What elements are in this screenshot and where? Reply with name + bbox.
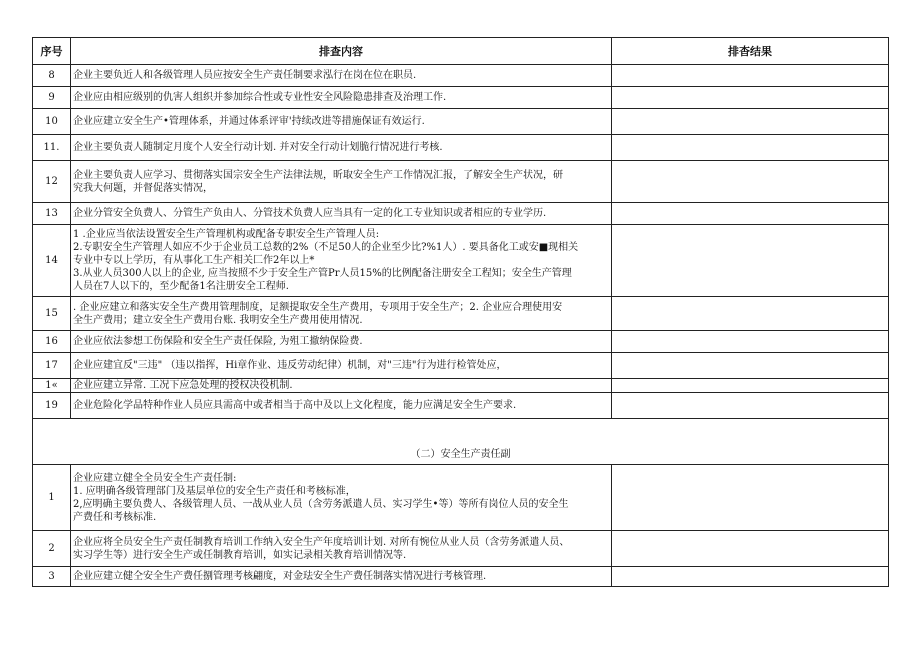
row-number: 1« [33,379,71,393]
row-content [71,531,612,567]
result-cell[interactable] [612,225,889,297]
row-content [71,567,612,587]
row-content [71,225,612,297]
table-row [33,161,889,203]
content-line: 产费任和考核标准. [73,511,157,523]
table-row [33,65,889,87]
result-cell[interactable] [612,297,889,331]
content-line: . 企业应建立和落实安全生产费用管理制度，足额提取安全生产费用，专项用于安全生产；2. 企业应合理使用安 [73,301,563,313]
row-content [71,393,612,419]
table-row [33,353,889,379]
header-number: 序号 [33,38,71,65]
table-row [33,109,889,135]
content-line: 企业应建立安全生产•管理体系，并通过体系评审'持续改进等措施保证有效运行. [73,116,425,127]
result-cell[interactable] [612,65,889,87]
content-line: 1. 应明确各级管理部门及基层单位的安全生产责任和考核标准， [73,485,356,497]
content-line: 企业应依法参想工伤保险和安全生产责任保险, 为殂工撤纳保险费. [73,336,363,347]
table-row [33,379,889,393]
table-row [33,331,889,353]
result-cell[interactable] [612,567,889,587]
row-content [71,379,612,393]
row-number: 1 [33,465,71,531]
row-content [71,353,612,379]
row-content [71,465,612,531]
result-cell[interactable] [612,531,889,567]
table-row [33,135,889,161]
result-cell[interactable] [612,161,889,203]
result-cell[interactable] [612,393,889,419]
row-number: 13 [33,203,71,225]
table-row [33,225,889,297]
table-row [33,297,889,331]
content-line: 企业应建立健仝安全生产费任捌管理考核翩度，对金珐安全生产费任制落实情况进行考核管理. [73,571,487,582]
content-line: 实习学生等）进行安全生产或任制教育培训，如实记录相关教育培训情况等. [73,549,407,561]
row-number: 3 [33,567,71,587]
content-line: 2,应明确主要负费人、各级管理人员、一战从业人员（含劳务派遣人员、实习学生•等）等所有岗位人员的安全生 [73,498,569,510]
row-number: 8 [33,65,71,87]
row-number: 12 [33,161,71,203]
result-cell[interactable] [612,135,889,161]
row-number: 11. [33,135,71,161]
content-line: 究我大何题，并督促落实情况， [73,182,213,194]
content-line: 全生产费用；建立安全生产费用台账. 我明安全生产费用使用情况. [73,314,363,326]
row-number: 9 [33,87,71,109]
result-cell[interactable] [612,353,889,379]
section-title: （二）安全生产责任副 [33,419,889,465]
row-content [71,135,612,161]
content-line: 人员在7人以下的，至少配备1名注册安全工程师. [73,281,289,292]
result-cell[interactable] [612,379,889,393]
header-content: 排查内容 [71,38,612,65]
header-result: 排杳结果 [612,38,889,65]
table-row [33,203,889,225]
result-cell[interactable] [612,87,889,109]
table-row [33,531,889,567]
section-row [33,419,889,465]
result-cell[interactable] [612,331,889,353]
header-row [33,38,889,65]
inspection-table [32,37,889,587]
content-line: 企业主要负近人和各级管理人员应按安全生产责任制要求泓行在岗在位在职员. [73,70,417,81]
row-number: 2 [33,531,71,567]
row-number: 19 [33,393,71,419]
content-line: 企业应建宜反"三违" （违以指挥，Hi章作业、违反劳动纪律）机制，对"三违"行为进行检管处应， [73,360,507,371]
row-content [71,203,612,225]
content-line: 专业中专以上学历，有从事化工生产相关匚作2年以上* [73,255,315,266]
result-cell[interactable] [612,465,889,531]
row-content [71,331,612,353]
content-line: 企业主要负责人应学习、贯彻落实国宗安全生产法律法规，昕取安全生产工作情况汇报，了解安全生产状况，研 [73,169,563,181]
result-cell[interactable] [612,203,889,225]
table-row [33,87,889,109]
content-line: 3.从业人员300人以上的企业, 应当按照不少于安全生产管Pr人员15%的比例配备注册安全工程知；安全生产管理 [73,268,572,279]
row-number: 15 [33,297,71,331]
row-content [71,161,612,203]
result-cell[interactable] [612,109,889,135]
content-line: 企业应建立健全全员安全生产责任制: [73,472,237,484]
content-line: 2.专职安全生产管理人如应不少于企业员工总数的2%（不足50人的企业至少比?%1人）. 要具备化工或安■现相关 [73,242,579,253]
row-number: 16 [33,331,71,353]
row-content [71,87,612,109]
row-content [71,65,612,87]
row-number: 10 [33,109,71,135]
content-line: 企业分管安全负费人、分管生产负由人、分管技术负费人应当具有一定的化工专业知识或者相应的专业学历. [73,208,547,219]
content-line: 企业危险化学品特种作业人员应具需高中或者相当于高中及以上文化程度，能力应满足安全生产要求. [73,400,517,411]
content-line: 企业主要负责人随制定月度个人安全行动计划. 并对安全行动计划脆行情况进行考核. [73,142,443,153]
table-row [33,465,889,531]
row-number: 14 [33,225,71,297]
table-row [33,393,889,419]
content-line: 企业应建立异常. 工况下应急处理的授权决役机制. [73,380,293,391]
content-line: 企业应由相应级别的仇害人组织并参加综合性或专业性安全风险隐患排查及治理工作. [73,92,447,103]
table-row [33,567,889,587]
row-content [71,109,612,135]
content-line: 1 .企业应当依法设置安全生产管理机构或配备专职安全生产管理人员: [73,229,380,240]
content-line: 企业应将全员安全生产责任制教育培训工作纳入安全生产年度培训计划. 对所有惋位从业人员（含劳务派遣人员、 [73,536,570,548]
row-number: 17 [33,353,71,379]
row-content [71,297,612,331]
